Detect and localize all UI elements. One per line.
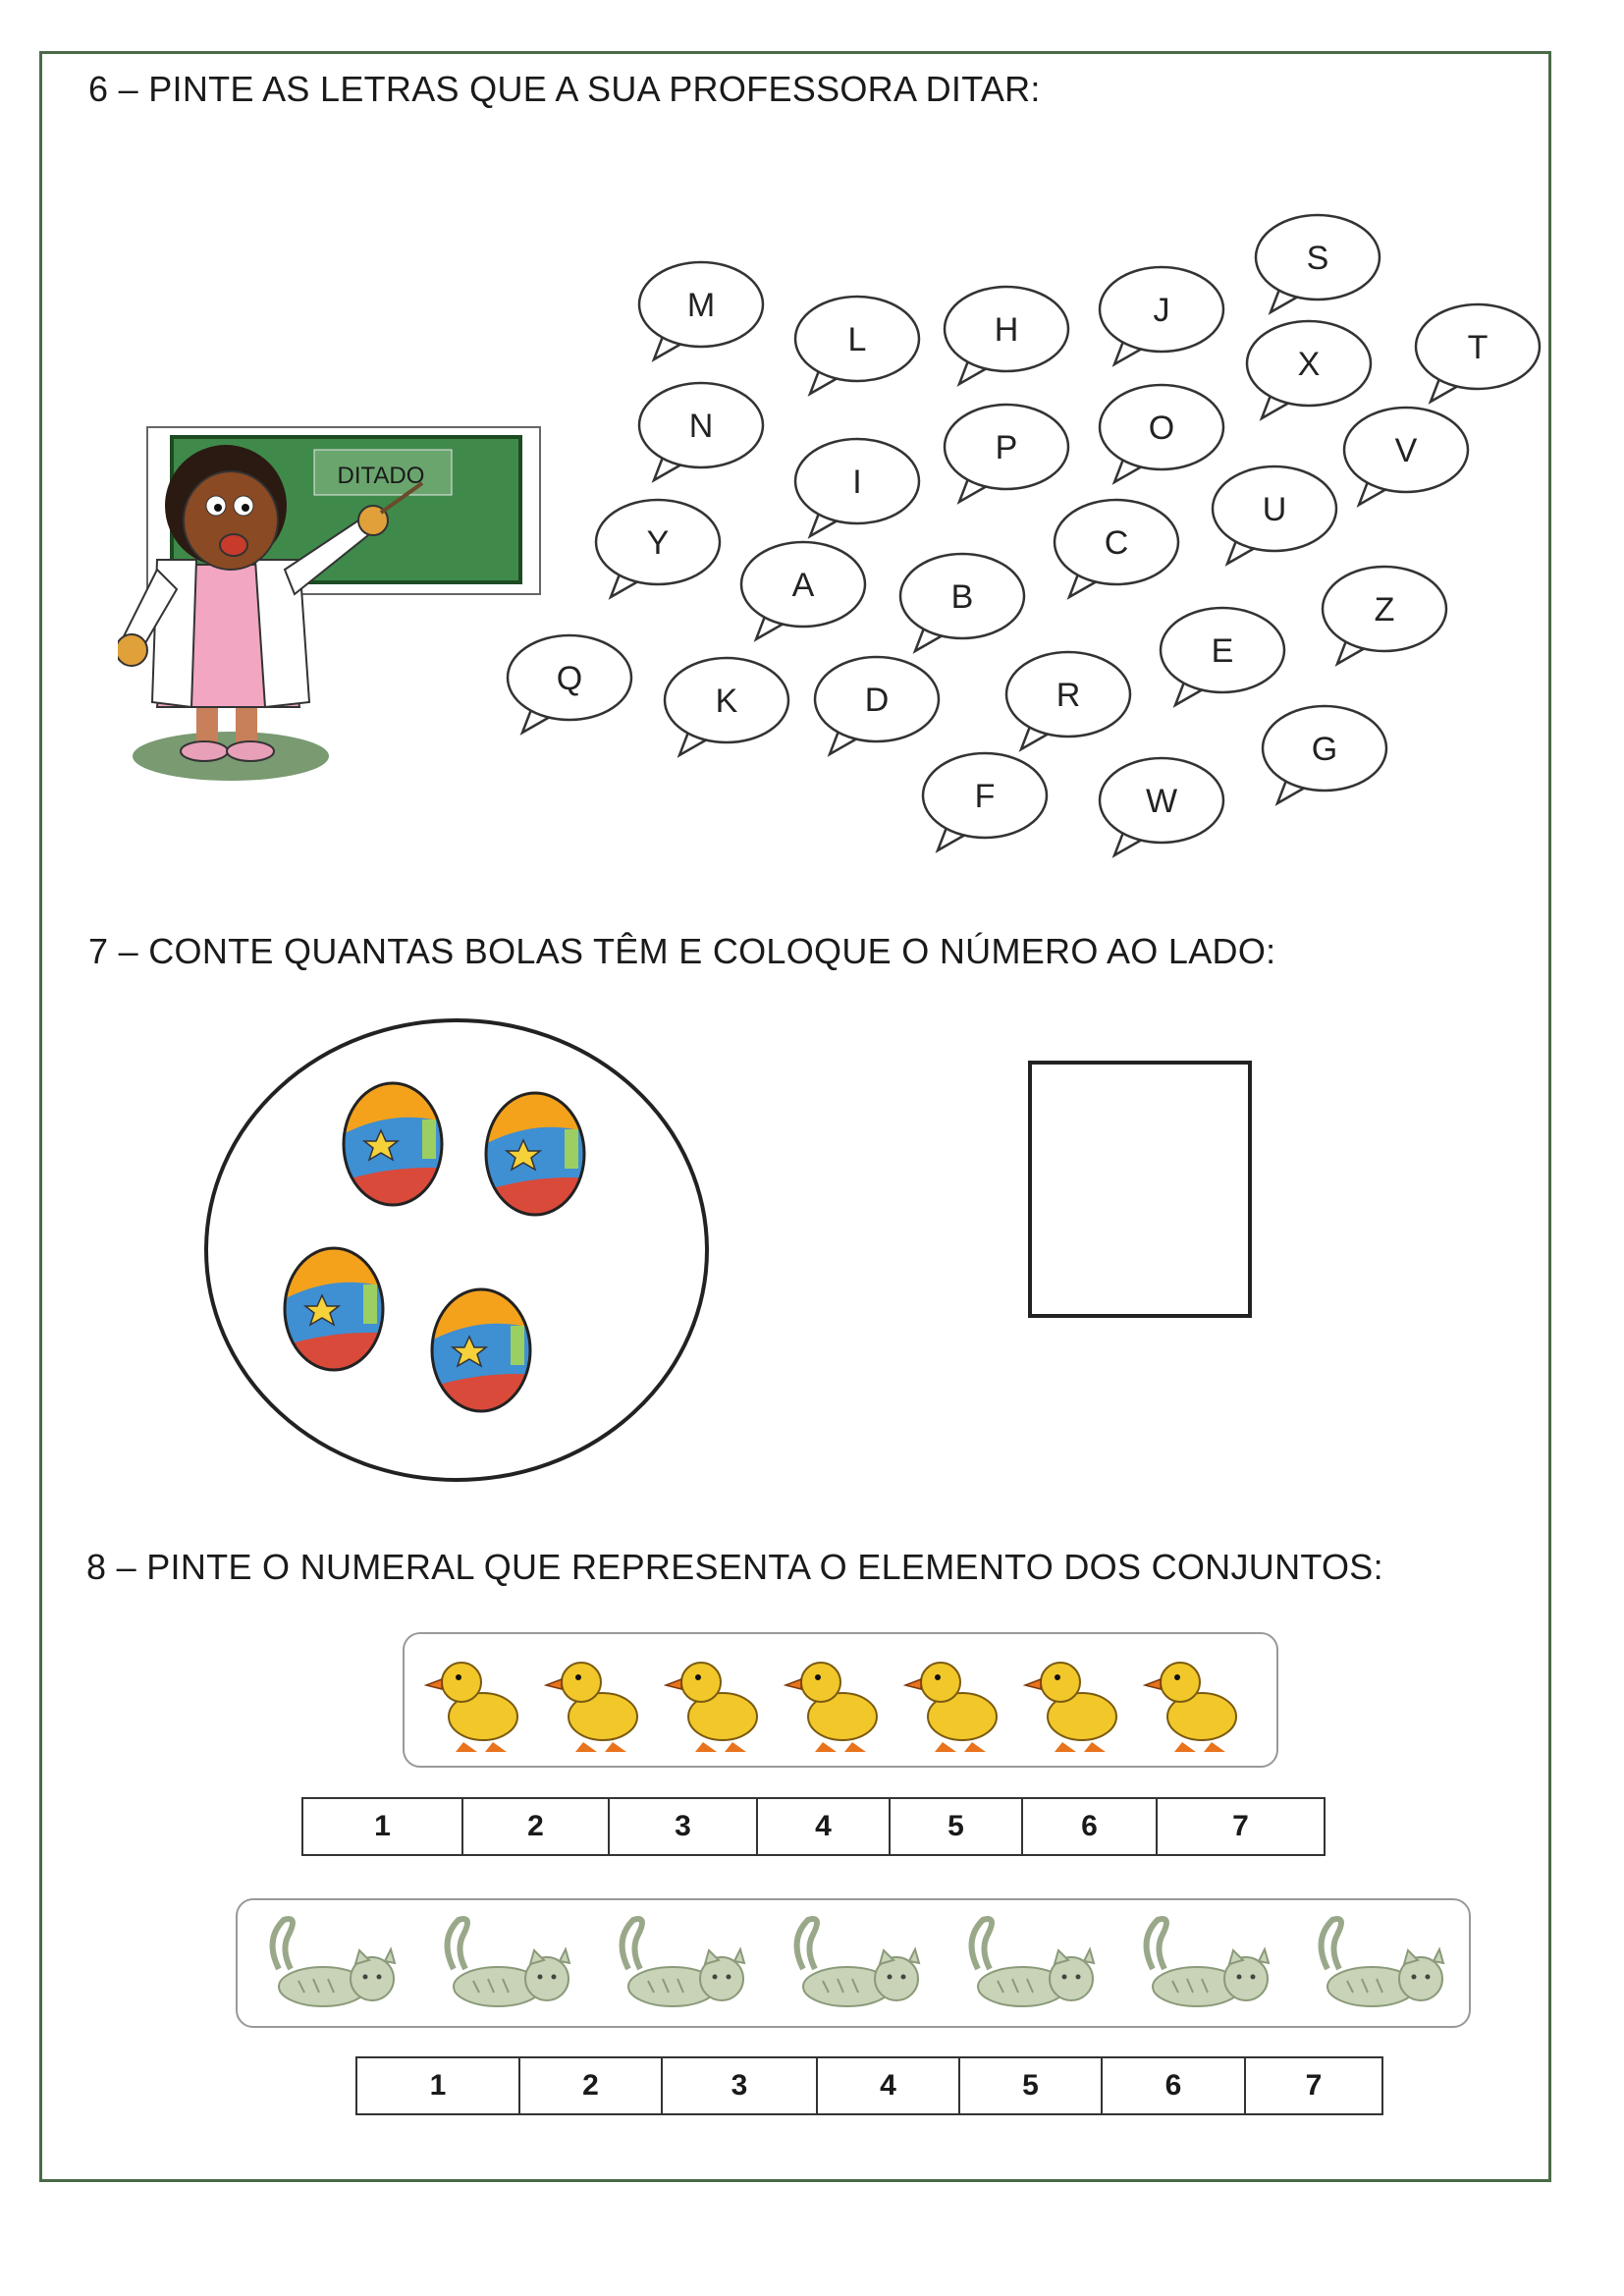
letter-label: W	[1145, 783, 1178, 820]
set-circle	[206, 1020, 707, 1480]
numeral-cell-3[interactable]: 3	[663, 2058, 818, 2113]
board-label: DITADO	[337, 463, 425, 489]
numeral-cell-4[interactable]: 4	[818, 2058, 960, 2113]
letter-bubble-k[interactable]	[665, 658, 788, 755]
ball-icon	[334, 1075, 452, 1213]
letter-label: B	[950, 578, 974, 616]
letter-bubbles	[0, 0, 1624, 884]
letter-label: O	[1148, 410, 1175, 447]
letter-label: T	[1467, 329, 1489, 366]
letter-label: C	[1104, 524, 1129, 562]
letter-label: N	[688, 408, 714, 445]
letter-label: V	[1394, 432, 1418, 469]
numeral-cell-4[interactable]: 4	[758, 1799, 891, 1854]
ball-icon	[275, 1240, 393, 1378]
letter-bubble-d[interactable]	[815, 657, 939, 754]
duck-icon	[1023, 1648, 1121, 1761]
numeral-row-cats	[355, 2056, 1383, 2115]
ball-icon	[476, 1085, 594, 1223]
numeral-cell-1[interactable]: 1	[303, 1799, 463, 1854]
letter-bubble-w[interactable]	[1100, 758, 1223, 855]
numeral-cell-5[interactable]: 5	[960, 2058, 1103, 2113]
letter-bubble-v[interactable]	[1344, 408, 1468, 505]
letter-label: M	[686, 287, 716, 324]
letter-bubble-a[interactable]	[741, 542, 865, 639]
duck-icon	[903, 1648, 1001, 1761]
letter-label: J	[1153, 292, 1170, 329]
letter-label: Q	[556, 660, 583, 697]
duck-icon	[1143, 1648, 1241, 1761]
duck-icon	[424, 1648, 522, 1761]
letter-bubble-s[interactable]	[1256, 215, 1380, 312]
letter-bubble-i[interactable]	[795, 439, 919, 536]
letter-label: K	[715, 683, 738, 720]
letter-label: X	[1297, 346, 1321, 383]
numeral-cell-2[interactable]: 2	[520, 2058, 663, 2113]
question-6-title: 6 – PINTE AS LETRAS QUE A SUA PROFESSORA DITAR:	[88, 69, 1041, 109]
letter-bubble-x[interactable]	[1247, 321, 1371, 418]
letter-label: P	[995, 429, 1018, 466]
letter-label: A	[791, 567, 815, 604]
letter-bubble-u[interactable]	[1213, 466, 1336, 564]
duck-set	[403, 1632, 1278, 1768]
answer-box[interactable]	[1028, 1061, 1252, 1318]
balls-set	[201, 1016, 712, 1484]
numeral-cell-6[interactable]: 6	[1023, 1799, 1158, 1854]
letter-bubble-q[interactable]	[508, 635, 631, 733]
letter-bubble-j[interactable]	[1100, 267, 1223, 364]
letter-bubble-o[interactable]	[1100, 385, 1223, 482]
letter-bubble-f[interactable]	[923, 753, 1047, 850]
duck-icon	[784, 1648, 882, 1761]
cat-icon	[958, 1910, 1106, 2023]
letter-label: Y	[646, 524, 670, 562]
numeral-row-ducks	[301, 1797, 1326, 1856]
numeral-cell-7[interactable]: 7	[1305, 2069, 1323, 2102]
numeral-cell-1[interactable]: 1	[357, 2058, 520, 2113]
letter-label: R	[1056, 677, 1081, 714]
letter-label: L	[847, 321, 867, 358]
letter-label: E	[1211, 632, 1234, 670]
letter-label: Z	[1374, 591, 1395, 629]
letter-label: H	[994, 311, 1019, 349]
letter-bubble-b[interactable]	[900, 554, 1024, 651]
letter-label: I	[852, 464, 862, 501]
cat-set	[236, 1898, 1471, 2028]
letter-label: D	[864, 682, 890, 719]
duck-icon	[664, 1648, 762, 1761]
letter-bubble-t[interactable]	[1416, 304, 1540, 402]
letter-label: U	[1262, 491, 1287, 528]
letter-bubble-m[interactable]	[639, 262, 763, 359]
letter-bubble-z[interactable]	[1323, 567, 1446, 664]
numeral-cell-5[interactable]: 5	[891, 1799, 1023, 1854]
numeral-cell-2[interactable]: 2	[463, 1799, 610, 1854]
cat-icon	[1308, 1910, 1455, 2023]
question-7-title: 7 – CONTE QUANTAS BOLAS TÊM E COLOQUE O NÚMERO AO LADO:	[88, 931, 1276, 971]
letter-bubble-p[interactable]	[945, 405, 1068, 502]
letter-label: F	[974, 778, 996, 815]
letter-bubble-c[interactable]	[1055, 500, 1178, 597]
ball-icon	[422, 1282, 540, 1419]
cat-icon	[609, 1910, 756, 2023]
letter-bubble-y[interactable]	[596, 500, 720, 597]
cat-icon	[784, 1910, 931, 2023]
question-8-title: 8 – PINTE O NUMERAL QUE REPRESENTA O ELEMENTO DOS CONJUNTOS:	[86, 1547, 1383, 1587]
letter-bubble-n[interactable]	[639, 383, 763, 480]
letter-label: G	[1311, 731, 1338, 768]
cat-icon	[259, 1910, 406, 2023]
letter-bubble-e[interactable]	[1161, 608, 1284, 705]
letter-bubble-h[interactable]	[945, 287, 1068, 384]
numeral-cell-3[interactable]: 3	[610, 1799, 758, 1854]
letter-bubble-l[interactable]	[795, 297, 919, 394]
letter-bubble-g[interactable]	[1263, 706, 1386, 803]
numeral-cell-6[interactable]: 6	[1103, 2058, 1246, 2113]
letter-bubble-r[interactable]	[1006, 652, 1130, 749]
duck-icon	[544, 1648, 642, 1761]
letter-label: S	[1306, 240, 1329, 277]
cat-icon	[434, 1910, 581, 2023]
cat-icon	[1133, 1910, 1280, 2023]
numeral-cell-7[interactable]: 7	[1232, 1810, 1249, 1842]
